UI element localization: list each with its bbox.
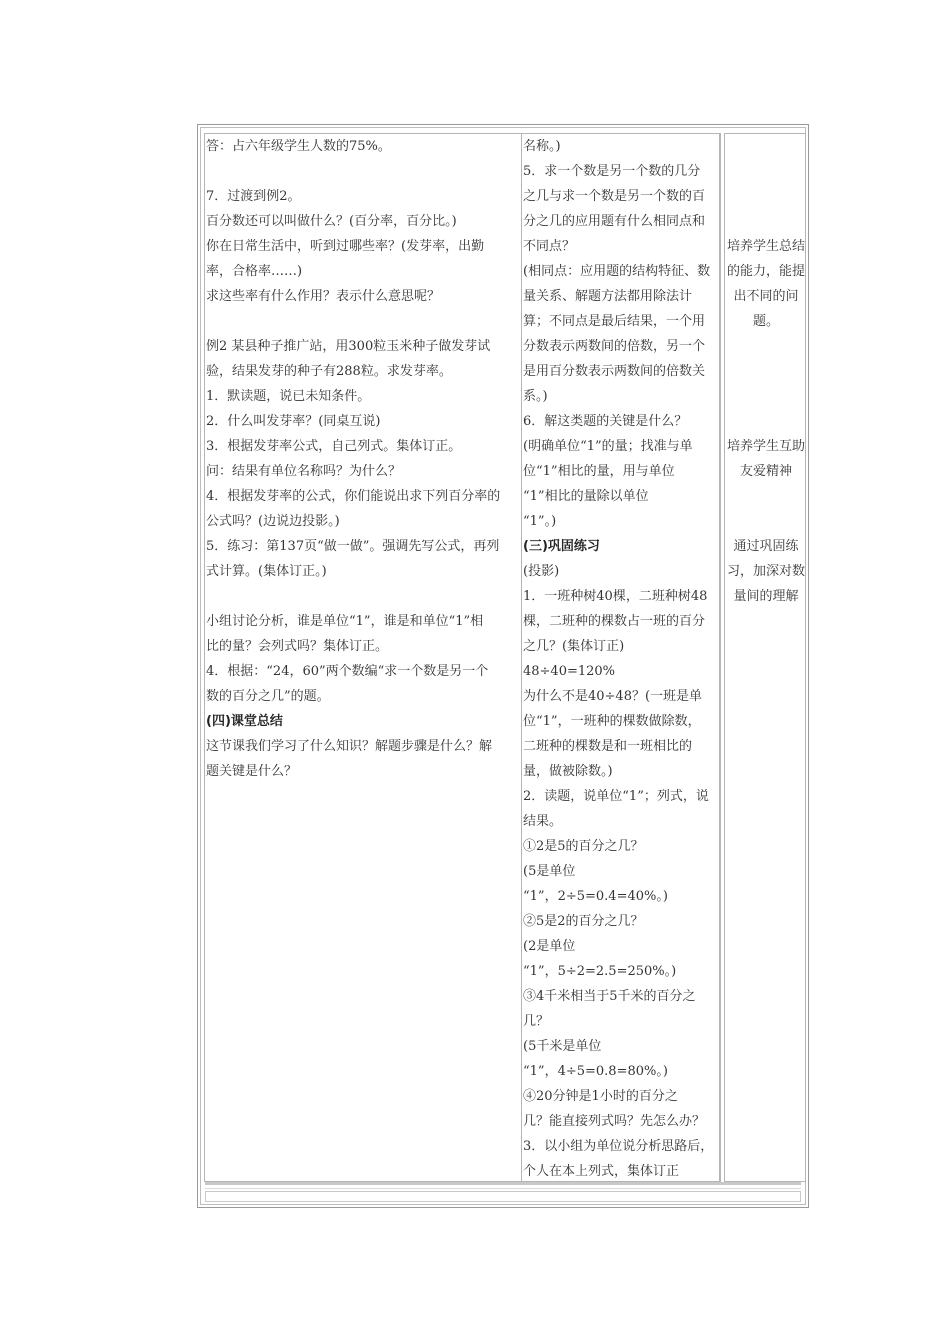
col1-text-line: 百分数还可以叫做什么？(百分率，百分比。) — [206, 214, 457, 229]
col2-text-line: 系。) — [523, 389, 548, 404]
col1-text-line: 题关键是什么？ — [206, 764, 298, 779]
col1-text-line: 公式吗？(边说边投影。) — [206, 514, 340, 529]
col2-text-line: (明确单位“1”的量；找准与单 — [523, 439, 693, 454]
col2-text-line: “1”，5÷2=2.5=250%。) — [523, 964, 677, 979]
col3-text-line: 出不同的问 — [733, 289, 799, 304]
col2-text-line: 3．以小组为单位说分析思路后， — [523, 1139, 714, 1154]
col2-text-line: 名称。) — [523, 139, 561, 154]
row-divider — [205, 1182, 801, 1185]
col2-text-line: 二班种的棵数是和一班相比的 — [523, 739, 693, 754]
col1-text-line: 率，合格率……) — [206, 264, 303, 279]
col2-text-line: 6．解这类题的关键是什么？ — [523, 414, 688, 429]
col1-text-line: 这节课我们学习了什么知识？解题步骤是什么？解 — [206, 739, 493, 754]
col2-text-line: 量，做被除数。) — [523, 764, 613, 779]
col1-text-line: 求这些率有什么作用？表示什么意思呢？ — [206, 289, 441, 304]
col1-text-line: 2．什么叫发芽率？(同桌互说) — [206, 414, 381, 429]
col2-text-line: 几？ — [523, 1014, 550, 1029]
col2-text-line: ②5是2的百分之几？ — [523, 914, 644, 929]
col2-text-line: ①2是5的百分之几？ — [523, 839, 644, 854]
col1-text-line: 5．练习：第137页“做一做”。强调先写公式，再列 — [206, 539, 500, 554]
col1-text-line: 3．根据发芽率公式，自己列式。集体订正。 — [206, 439, 462, 454]
lesson-table — [197, 124, 809, 1208]
col3-text-line: 通过巩固练 — [733, 539, 799, 554]
col2-text-line: “1”相比的量除以单位 — [523, 489, 649, 504]
col2-text-line: 5．求一个数是另一个数的几分 — [523, 164, 701, 179]
col2-text-line: (5是单位 — [523, 864, 576, 879]
col2-text-line: (三)巩固练习 — [523, 539, 600, 554]
col2-text-line: 是用百分数表示两数间的倍数关 — [523, 364, 706, 379]
empty-bottom-row — [205, 1191, 801, 1202]
col3-text-line: 培养学生互助 — [726, 439, 805, 454]
col1-text-line: 4．根据发芽率的公式，你们能说出求下列百分率的 — [206, 489, 501, 504]
col2-text-line: (5千米是单位 — [523, 1039, 602, 1054]
col3-text-line: 培养学生总结 — [726, 239, 805, 254]
col3-text-line: 题。 — [752, 314, 779, 329]
col2-text-line: 棵，二班种的棵数占一班的百分 — [523, 614, 706, 629]
col2-text-line: 1．一班种树40棵，二班种树48 — [523, 589, 708, 604]
col2-text-line: (相同点：应用题的结构特征、数 — [523, 264, 711, 279]
col1-text-line: 数的百分之几”的题。 — [206, 689, 330, 704]
col1-text-line: 小组讨论分析，谁是单位“1”，谁是和单位“1”相 — [206, 614, 484, 629]
col2-text-line: (2是单位 — [523, 939, 576, 954]
col2-text-line: “1”，2÷5=0.4=40%。) — [523, 889, 668, 904]
col3-text-line: 量间的理解 — [733, 589, 799, 604]
teaching-process-column — [204, 133, 522, 1182]
col1-text-line: 答：占六年级学生人数的75%。 — [206, 139, 391, 154]
col3-text-line: 的能力，能提 — [726, 264, 805, 279]
col2-text-line: 48÷40=120% — [523, 664, 616, 679]
table-inner-border — [200, 127, 806, 1205]
col2-text-line: ④20分钟是1小时的百分之 — [523, 1089, 678, 1104]
col2-text-line: 结果。 — [523, 814, 563, 829]
col1-text-line: 比的量？会列式吗？集体订正。 — [206, 639, 389, 654]
col1-text-line: 式计算。(集体订正。) — [206, 564, 327, 579]
col3-text-line: 友爱精神 — [739, 464, 792, 479]
design-intent-column — [724, 133, 806, 1182]
col1-text-line: 你在日常生活中，听到过哪些率？(发芽率，出勤 — [206, 239, 485, 254]
col2-text-line: 2．读题，说单位“1”；列式，说 — [523, 789, 709, 804]
row-divider-thin — [205, 1188, 801, 1189]
col2-text-line: 之几？(集体订正) — [523, 639, 625, 654]
col1-text-line: 例2 某县种子推广站，用300粒玉米种子做发芽试 — [206, 339, 491, 354]
col2-text-line: 位“1”，一班种的棵数做除数， — [523, 714, 701, 729]
col1-text-line: 1．默读题，说已未知条件。 — [206, 389, 371, 404]
col2-text-line: “1”。) — [523, 514, 557, 529]
col2-text-line: 分数表示两数间的倍数，另一个 — [523, 339, 706, 354]
col2-text-line: “1”，4÷5=0.8=80%。) — [523, 1064, 668, 1079]
col2-text-line: 之几与求一个数是另一个数的百 — [523, 189, 706, 204]
col1-text-line: 7．过渡到例2。 — [206, 189, 301, 204]
student-activity-column — [521, 133, 721, 1182]
col2-text-line: 为什么不是40÷48？(一班是单 — [523, 689, 703, 704]
col2-text-line: 位“1”相比的量，用与单位 — [523, 464, 675, 479]
col2-text-line: 算；不同点是最后结果，一个用 — [523, 314, 706, 329]
col2-text-line: 分之几的应用题有什么相同点和 — [523, 214, 706, 229]
col2-text-line: 几？能直接列式吗？先怎么办？ — [523, 1114, 706, 1129]
col1-text-line: 验，结果发芽的种子有288粒。求发芽率。 — [206, 364, 452, 379]
col2-text-line: (投影) — [523, 564, 560, 579]
col2-text-line: 量关系、解题方法都用除法计 — [523, 289, 693, 304]
col3-text-line: 习，加深对数 — [726, 564, 805, 579]
col1-text-line: 4．根据：“24，60”两个数编“求一个数是另一个 — [206, 664, 489, 679]
col2-text-line: ③4千米相当于5千米的百分之 — [523, 989, 696, 1004]
col1-text-line: (四)课堂总结 — [206, 714, 283, 729]
col2-text-line: 个人在本上列式，集体订正 — [523, 1164, 680, 1179]
col2-text-line: 不同点？ — [523, 239, 576, 254]
col1-text-line: 问：结果有单位名称吗？为什么？ — [206, 464, 402, 479]
